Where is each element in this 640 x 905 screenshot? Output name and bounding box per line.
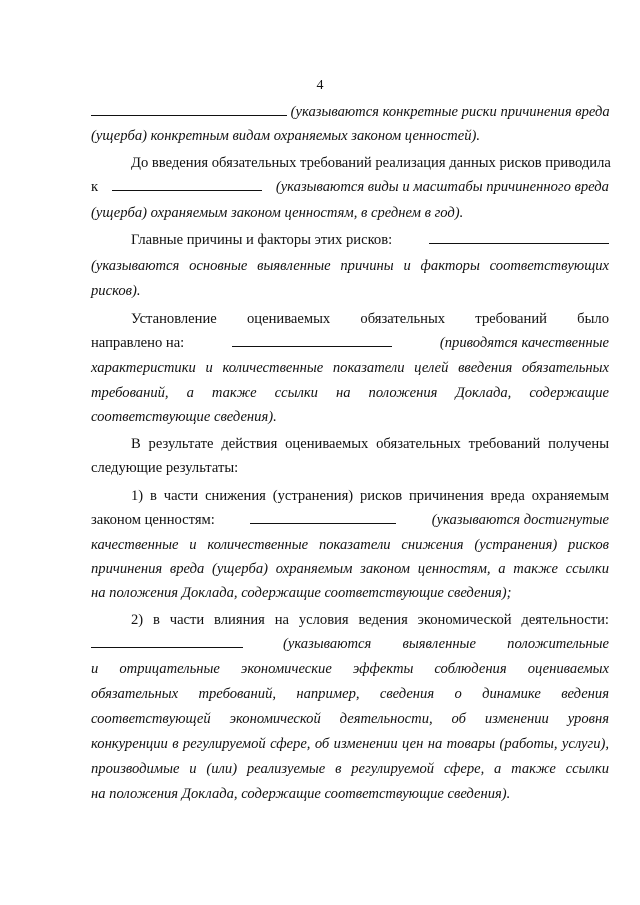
fill-blank [91,102,287,116]
p6-line2-text: законом ценностям: [91,512,215,528]
p5-line1: В результате действия оцениваемых обязательных требований получены [131,436,609,452]
p3-line3 [91,281,609,301]
p7-note: (указываются выявленные положительные [283,636,609,652]
p7-line3 [91,659,609,679]
p7-line4-text: обязательных требований, например, сведения о динамике ведения [91,686,609,702]
p6-line4 [91,559,609,579]
p4-line5 [91,407,609,427]
p1-line1 [91,102,609,122]
p6-line3-text: качественные и количественные показатели снижения (устранения) рисков [91,537,609,553]
p2-line3 [91,203,609,223]
fill-blank [429,230,609,244]
fill-blank [112,177,262,191]
p4-line4 [91,383,609,403]
p4-line1: Установление оцениваемых обязательных требований было [131,311,609,327]
p1-line2 [91,126,609,146]
p6-line5-text: на положения Доклада, содержащие соответствующие сведения); [91,585,512,601]
p7-line2 [91,634,609,654]
p6-line3 [91,535,609,555]
p6-line4-text: причинения вреда (ущерба) охраняемым законом ценностям, а также ссылки [91,561,609,577]
p4-line3 [91,358,609,378]
p6-line5 [91,583,609,603]
p5-line2: следующие результаты: [91,460,239,476]
p7-line7-text: производимые и (или) реализуемые в регулируемой сфере, а также ссылки [91,761,609,777]
p4-line4-text: требований, а также ссылки на положения Доклада, содержащие [91,385,609,401]
p2-line1: До введения обязательных требований реализация данных рисков приводила [131,155,611,171]
p7-line8-text: на положения Доклада, содержащие соответствующие сведения). [91,786,511,802]
p7-line3-text: и отрицательные экономические эффекты соблюдения оцениваемых [91,661,609,677]
p3-line1 [131,230,609,250]
p2-k: к [91,179,99,195]
p3-line1-text: Главные причины и факторы этих рисков: [131,232,393,248]
p2-note: (указываются виды и масштабы причиненного вреда [275,179,609,195]
fill-blank [91,634,243,648]
p3-line2-text: (указываются основные выявленные причины и факторы соответствующих [91,258,609,274]
p4-line5-text: соответствующие сведения). [91,409,277,425]
p1-line2-text: (ущерба) конкретным видам охраняемых законом ценностей). [91,128,480,144]
p4-note: (приводятся качественные [439,335,609,351]
p7-line6 [91,734,609,754]
p7-line5 [91,709,609,729]
p7-line1: 2) в части влияния на условия ведения экономической деятельности: [131,612,609,628]
p6-note: (указываются достигнутые [431,512,609,528]
p2-line3-text: (ущерба) охраняемым законом ценностям, в среднем в год). [91,205,464,221]
p3-line3-text: рисков). [91,283,141,299]
p6-line2 [91,510,609,530]
p7-line8 [91,784,609,804]
page-number: 4 [316,78,324,93]
p4-line2 [91,333,609,353]
p1-note: (указываются конкретные риски причинения вреда [290,104,610,120]
p7-line7 [91,759,609,779]
p7-line4 [91,684,609,704]
p4-line3-text: характеристики и количественные показатели целей введения обязательных [91,360,609,376]
p7-line6-text: конкуренции в регулируемой сфере, об изменении цен на товары (работы, услуги), [91,736,609,752]
p4-line2-text: направлено на: [91,335,185,351]
p3-line2 [91,256,609,276]
p7-line5-text: соответствующей экономической деятельности, об изменении уровня [91,711,609,727]
p2-line2 [91,177,609,197]
fill-blank [232,333,392,347]
p6-line1: 1) в части снижения (устранения) рисков причинения вреда охраняемым [131,488,609,504]
fill-blank [250,510,396,524]
